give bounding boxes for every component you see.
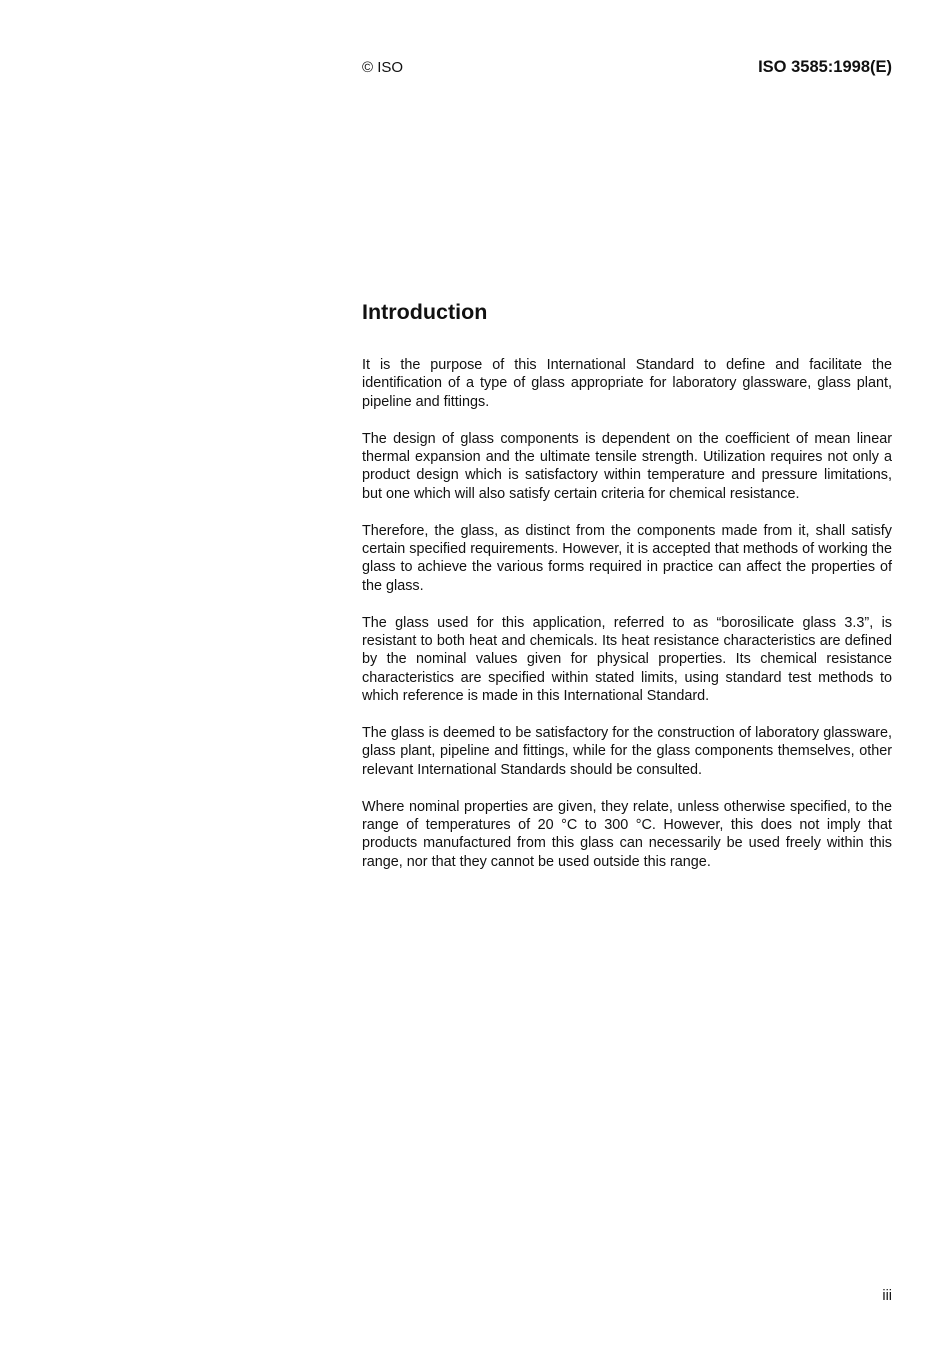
page-number: iii [882,1288,892,1304]
paragraph-3: Therefore, the glass, as distinct from the components made from it, shall satisfy certain specified requirements. However, it is accepted that methods of working the glass to achieve the various forms required in practice can affect the properties of the glass. [362,522,892,594]
standard-identifier: ISO 3585:1998(E) [758,58,892,76]
copyright-notice: © ISO [362,59,404,76]
paragraph-5: The glass is deemed to be satisfactory for the construction of laboratory glassware, glass plant, pipeline and fittings, while for the glass components themselves, other relevant International Standards should be consulted. [362,725,892,778]
section-title: Introduction [362,300,488,324]
paragraph-4: The glass used for this application, referred to as “borosilicate glass 3.3”, is resistant to both heat and chemicals. Its heat resistance characteristics are defined by the nominal values given for physical properties. Its chemical resistance characteristics are specified within stated limits, using standard test methods to which reference is made in this International Standard. [362,614,892,705]
paragraph-2: The design of glass components is dependent on the coefficient of mean linear thermal expansion and the ultimate tensile strength. Utilization requires not only a product design which is satisfactory within temperature and pressure limitations, but one which will also satisfy certain criteria for chemical resistance. [362,430,892,502]
paragraph-6: Where nominal properties are given, they relate, unless otherwise specified, to the range of temperatures of 20 °C to 300 °C. However, this does not imply that products manufactured from this glass can necessarily be used freely within this range, nor that they cannot be used outside this range. [362,798,892,870]
paragraph-1: It is the purpose of this International Standard to define and facilitate the identification of a type of glass appropriate for laboratory glassware, glass plant, pipeline and fittings. [362,357,892,410]
introduction-section [362,298,892,890]
